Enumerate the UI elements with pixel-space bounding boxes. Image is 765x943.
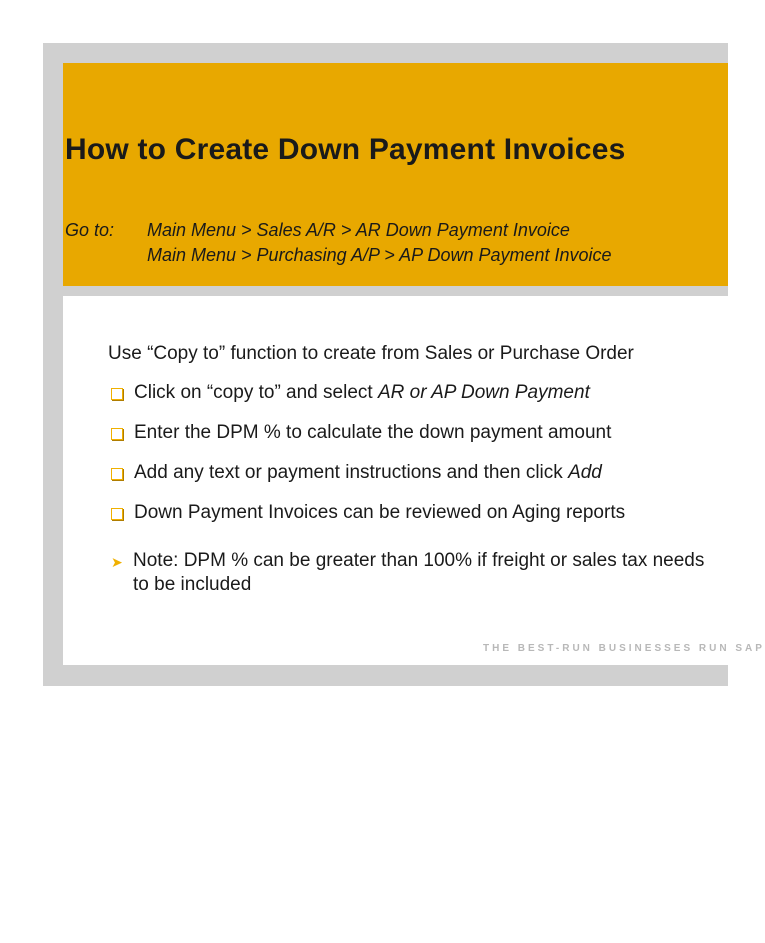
square-checkbox-icon bbox=[111, 428, 123, 440]
navigation-path-row bbox=[65, 243, 612, 268]
bullet-item bbox=[111, 382, 590, 404]
bullet-text: Click on “copy to” and select AR or AP Down Payment bbox=[134, 382, 590, 403]
navigation-path: Main Menu > Sales A/R > AR Down Payment Invoice bbox=[147, 220, 570, 240]
bullet-text: Add any text or payment instructions and then click Add bbox=[134, 462, 602, 483]
goto-label: Go to: bbox=[65, 220, 115, 240]
note-text: Note: DPM % can be greater than 100% if freight or sales tax needs to be included bbox=[133, 550, 705, 595]
navigation-path: Main Menu > Purchasing A/P > AP Down Payment Invoice bbox=[147, 245, 612, 265]
bullet-text: Enter the DPM % to calculate the down payment amount bbox=[134, 422, 612, 443]
note-item bbox=[111, 549, 704, 597]
bullet-item bbox=[111, 462, 602, 484]
bullet-text: Down Payment Invoices can be reviewed on Aging reports bbox=[134, 502, 626, 523]
slide-title: How to Create Down Payment Invoices bbox=[65, 133, 626, 166]
square-checkbox-icon bbox=[111, 388, 123, 400]
brand-tagline: THE BEST-RUN BUSINESSES RUN SAP bbox=[483, 643, 765, 654]
square-checkbox-icon bbox=[111, 468, 123, 480]
arrow-right-icon: ➤ bbox=[111, 554, 123, 570]
bullet-item bbox=[111, 502, 625, 524]
square-checkbox-icon bbox=[111, 508, 123, 520]
intro-text: Use “Copy to” function to create from Sales or Purchase Order bbox=[108, 343, 634, 364]
navigation-path-row bbox=[65, 218, 612, 243]
bullet-item bbox=[111, 422, 611, 444]
slide-content bbox=[63, 296, 765, 665]
title-banner bbox=[63, 63, 728, 286]
navigation-paths bbox=[65, 218, 612, 268]
